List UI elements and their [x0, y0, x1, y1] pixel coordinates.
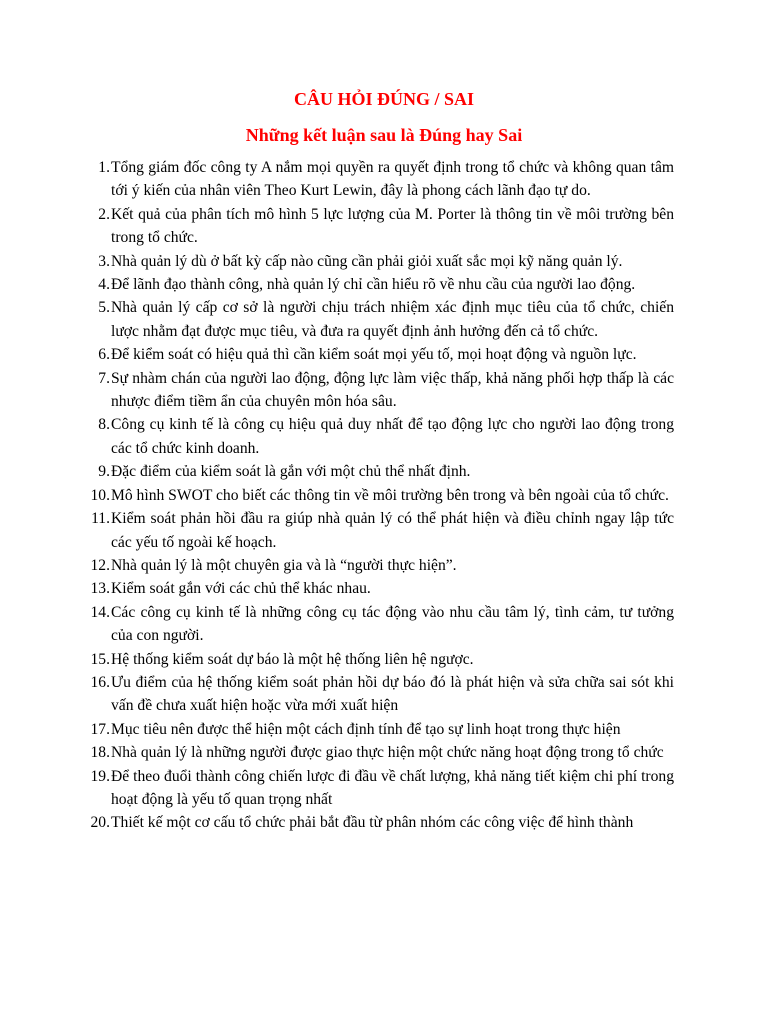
item-text: Nhà quản lý là một chuyên gia và là “người thực hiện”.	[111, 556, 457, 574]
list-item	[0, 671, 674, 718]
list-item	[0, 601, 674, 648]
list-item	[0, 250, 674, 273]
item-text: Kiểm soát gắn với các chủ thể khác nhau.	[111, 580, 371, 598]
item-text: Để lãnh đạo thành công, nhà quản lý chỉ cần hiểu rõ về nhu cầu của người lao động.	[111, 276, 636, 294]
item-text: Để kiểm soát có hiệu quả thì cần kiểm soát mọi yếu tố, mọi hoạt động và nguồn lực.	[111, 346, 637, 364]
item-text: Nhà quản lý là những người được giao thực hiện một chức năng hoạt động trong tổ chức	[111, 744, 664, 762]
item-number: 20.	[90, 814, 110, 832]
list-item	[0, 577, 674, 600]
item-number: 5.	[98, 299, 110, 317]
item-text: Nhà quản lý dù ở bất kỳ cấp nào cũng cần phải giỏi xuất sắc mọi kỹ năng quản lý.	[111, 252, 623, 270]
list-item	[0, 203, 674, 250]
item-number: 17.	[90, 720, 110, 738]
list-item	[0, 741, 674, 764]
item-number: 4.	[98, 276, 110, 294]
list-item	[0, 554, 674, 577]
item-text: Mô hình SWOT cho biết các thông tin về môi trường bên trong và bên ngoài của tổ chức.	[111, 486, 669, 504]
list-item	[0, 765, 674, 812]
item-number: 2.	[98, 205, 110, 223]
list-item	[0, 718, 674, 741]
item-text: Thiết kế một cơ cấu tổ chức phải bắt đầu từ phân nhóm các công việc để hình thành	[111, 814, 634, 832]
page-subtitle: Những kết luận sau là Đúng hay Sai	[245, 125, 523, 145]
item-text: Kết quả của phân tích mô hình 5 lực lượng của M. Porter là thông tin về môi trường bên trong tổ chức.	[111, 205, 674, 247]
list-item	[0, 460, 674, 483]
list-item	[0, 367, 674, 414]
list-item	[0, 811, 674, 834]
item-number: 3.	[98, 252, 110, 270]
item-number: 1.	[98, 159, 110, 176]
list-item	[0, 273, 674, 296]
item-number: 9.	[98, 463, 110, 481]
item-number: 6.	[98, 346, 110, 364]
item-text: Để theo đuổi thành công chiến lược đi đầu về chất lượng, khả năng tiết kiệm chi phí trong hoạt động là yếu tố quan trọng nhất	[111, 767, 674, 808]
item-number: 7.	[98, 369, 110, 387]
item-text: Ưu điểm của hệ thống kiểm soát phản hồi dự báo đó là phát hiện và sửa chữa sai sót khi vấn đề chưa xuất hiện hoặc vừa mới xuất hiện	[111, 673, 674, 715]
item-number: 13.	[90, 580, 110, 598]
list-item	[0, 296, 674, 343]
item-number: 10.	[90, 486, 110, 504]
item-number: 19.	[90, 767, 110, 785]
list-item	[0, 156, 674, 203]
item-text: Nhà quản lý cấp cơ sở là người chịu trách nhiệm xác định mục tiêu của tổ chức, chiến lược nhằm đạt được mục tiêu, và đưa ra quyết định ảnh hưởng đến cả tổ chức.	[111, 299, 674, 340]
list-item	[0, 484, 674, 507]
page-title: CÂU HỎI ĐÚNG / SAI	[293, 89, 475, 109]
item-number: 18.	[90, 744, 110, 762]
item-number: 8.	[98, 416, 110, 434]
item-text: Các công cụ kinh tế là những công cụ tác động vào nhu cầu tâm lý, tình cảm, tư tưởng của con người.	[111, 603, 674, 645]
item-text: Công cụ kinh tế là công cụ hiệu quả duy nhất để tạo động lực cho người lao động trong các tổ chức kinh doanh.	[111, 416, 674, 457]
question-list	[0, 156, 768, 835]
item-text: Tổng giám đốc công ty A nắm mọi quyền ra quyết định trong tổ chức và không quan tâm tới ý kiến của nhân viên Theo Kurt Lewin, đây là phong cách lãnh đạo tự do.	[111, 159, 674, 200]
item-text: Mục tiêu nên được thể hiện một cách định tính để tạo sự linh hoạt trong thực hiện	[111, 720, 621, 738]
list-item	[0, 648, 674, 671]
item-text: Sự nhàm chán của người lao động, động lực làm việc thấp, khả năng phối hợp thấp là các nhược điểm tiềm ẩn của chuyên môn hóa sâu.	[111, 369, 674, 411]
list-item	[0, 507, 674, 554]
item-number: 15.	[90, 650, 110, 668]
item-number: 11.	[91, 510, 110, 528]
item-number: 14.	[90, 603, 110, 621]
item-number: 12.	[90, 556, 110, 574]
item-text: Hệ thống kiểm soát dự báo là một hệ thống liên hệ ngược.	[111, 650, 474, 668]
item-text: Kiểm soát phản hồi đầu ra giúp nhà quản lý có thể phát hiện và điều chỉnh ngay lập tức các yếu tố ngoài kế hoạch.	[111, 510, 674, 551]
list-item	[0, 413, 674, 460]
list-item	[0, 343, 674, 366]
item-text: Đặc điểm của kiểm soát là gắn với một chủ thể nhất định.	[111, 463, 471, 481]
item-number: 16.	[90, 673, 110, 691]
